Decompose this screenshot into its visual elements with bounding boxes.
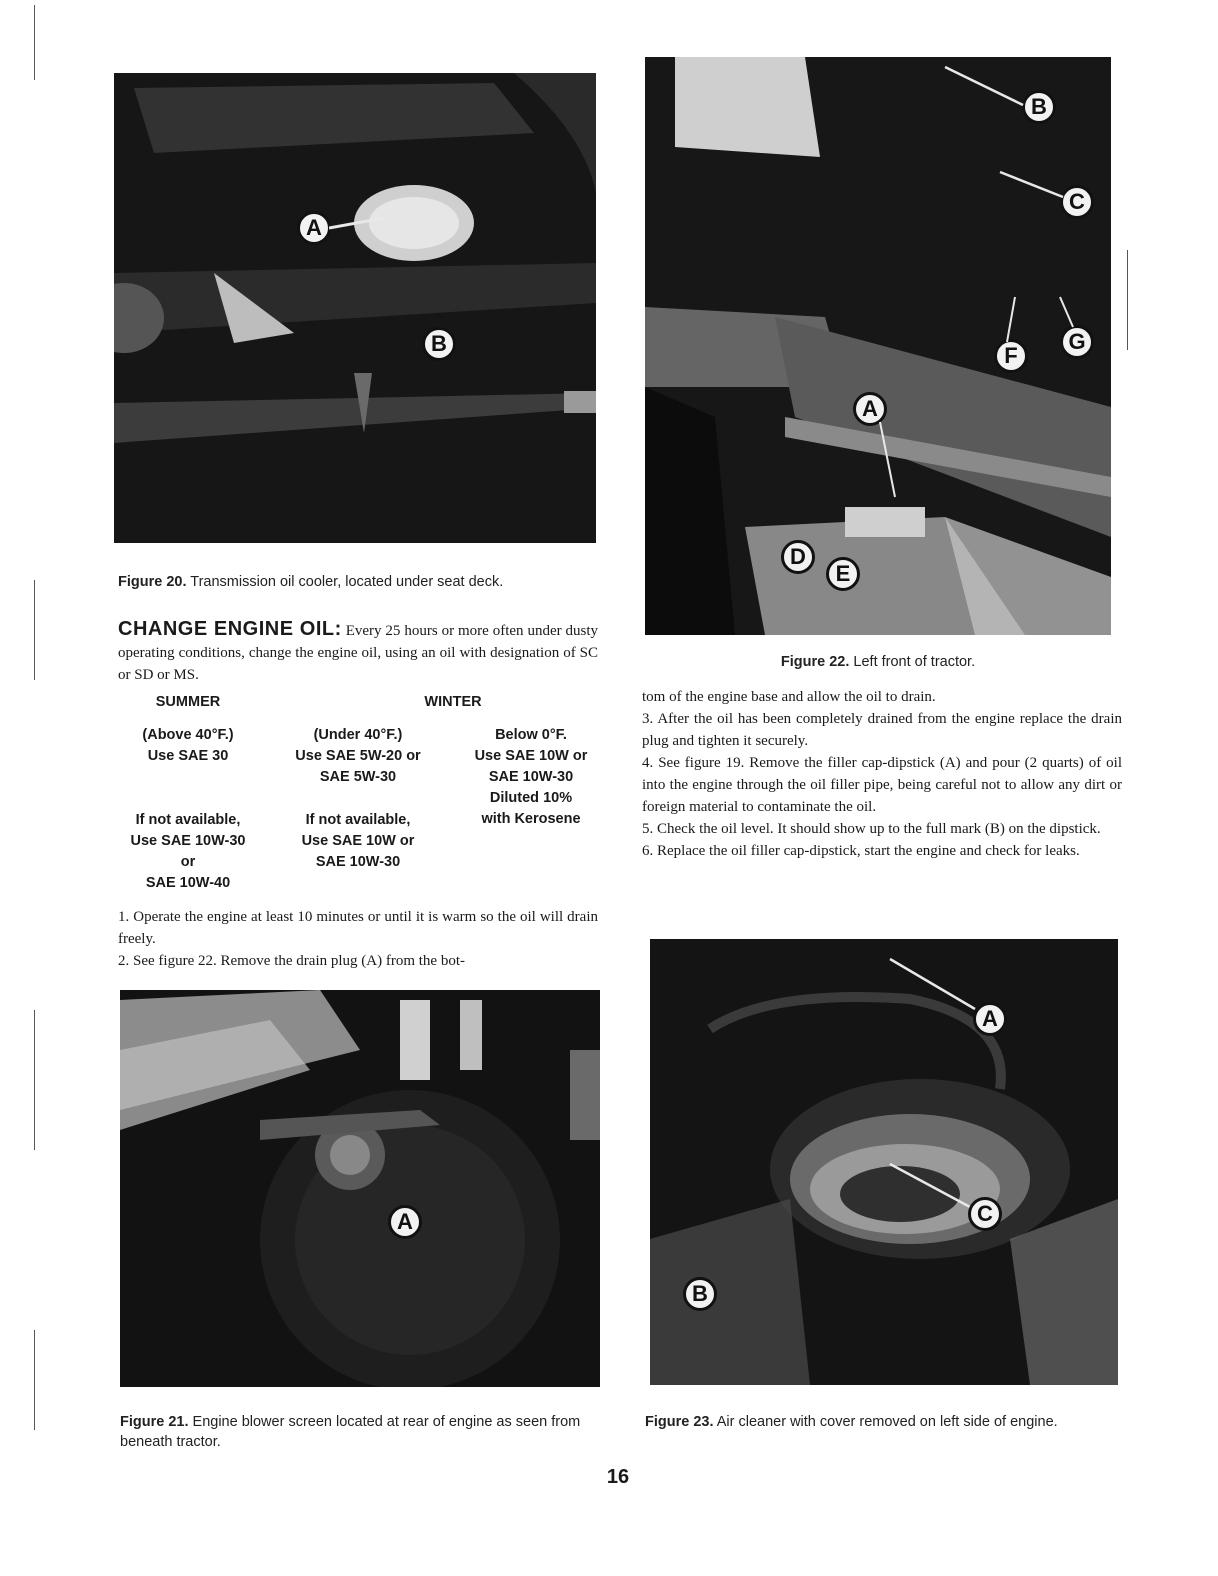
steps-right: [642, 686, 1122, 862]
figure-22-callout-b: B: [1022, 90, 1056, 124]
summer-alt: If not available, Use SAE 10W-30 or SAE 10W-40: [130, 812, 246, 891]
figure-21-caption: [120, 1412, 600, 1452]
figure-23-caption: [645, 1412, 1120, 1432]
figure-21-caption-text: Engine blower screen located at rear of engine as seen from beneath tractor.: [120, 1414, 581, 1450]
step-5: 5. Check the oil level. It should show up to the full mark (B) on the dipstick.: [642, 821, 1101, 837]
winter-alt: If not available, Use SAE 10W or SAE 10W-30: [301, 812, 415, 870]
figure-20-arrow-a: [329, 213, 389, 233]
section-intro: Every 25 hours or more often under dusty operating conditions, change the engine oil, using an oil with designation of SC or SD or MS.: [118, 623, 599, 683]
step-2-continued: tom of the engine base and allow the oil to drain.: [642, 689, 936, 705]
figure-21-caption-label: Figure 21.: [120, 1414, 189, 1430]
page-number: 16: [606, 1466, 630, 1488]
margin-mark: [34, 580, 35, 680]
figure-22-caption: [645, 652, 1111, 672]
winter-primary: (Under 40°F.) Use SAE 5W-20 or SAE 5W-30: [295, 727, 421, 785]
step-6: 6. Replace the oil filler cap-dipstick, start the engine and check for leaks.: [642, 843, 1080, 859]
figure-23-callout-c: C: [968, 1197, 1002, 1231]
figure-23-leader-lines: [650, 939, 1118, 1385]
margin-mark: [1127, 250, 1128, 350]
steps-left: [118, 906, 598, 972]
figure-23-caption-text: Air cleaner with cover removed on left side of engine.: [716, 1414, 1058, 1430]
step-3: 3. After the oil has been completely drained from the engine replace the drain plug and tighten it securely.: [642, 711, 1122, 749]
margin-mark: [34, 5, 35, 80]
step-4: 4. See figure 19. Remove the filler cap-dipstick (A) and pour (2 quarts) of oil into the engine through the oil filler pipe, being careful not to allow any dirt or foreign material to contaminate the oil.: [642, 755, 1122, 815]
margin-mark: [34, 1330, 35, 1430]
figure-22-caption-label: Figure 22.: [780, 654, 850, 670]
figure-23-callout-b: B: [683, 1277, 717, 1311]
figure-22-callout-e: E: [826, 557, 860, 591]
figure-22-caption-text: Left front of tractor.: [853, 654, 976, 670]
figure-22-photo: [645, 57, 1111, 635]
winter-header: WINTER: [424, 694, 482, 710]
change-oil-intro: [118, 618, 598, 686]
figure-20-caption-text: Transmission oil cooler, located under seat deck.: [190, 574, 504, 590]
figure-23-callout-a: A: [973, 1002, 1007, 1036]
figure-22-callout-d: D: [781, 540, 815, 574]
figure-21-callout-a: A: [388, 1205, 422, 1239]
figure-20-photo: [114, 73, 596, 543]
figure-22-callout-a: A: [853, 392, 887, 426]
step-2: 2. See figure 22. Remove the drain plug (A) from the bot-: [118, 953, 465, 969]
margin-mark: [34, 1010, 35, 1150]
figure-22-callout-f: F: [994, 339, 1028, 373]
figure-23-photo: [650, 939, 1118, 1385]
figure-23-caption-label: Figure 23.: [645, 1414, 714, 1430]
below-zero: Below 0°F. Use SAE 10W or SAE 10W-30 Diluted 10% with Kerosene: [474, 727, 588, 827]
summer-primary: (Above 40°F.) Use SAE 30: [142, 727, 234, 764]
figure-20-callout-a: A: [297, 211, 331, 245]
figure-20-caption-label: Figure 20.: [118, 574, 187, 590]
oil-viscosity-table: [118, 692, 608, 902]
section-heading: CHANGE ENGINE OIL:: [118, 618, 342, 640]
figure-22-callout-g: G: [1060, 325, 1094, 359]
step-1: 1. Operate the engine at least 10 minutes or until it is warm so the oil will drain freely.: [118, 909, 598, 947]
figure-20-callout-b: B: [422, 327, 456, 361]
figure-20-caption: [118, 572, 598, 592]
figure-22-callout-c: C: [1060, 185, 1094, 219]
summer-header: SUMMER: [155, 694, 221, 710]
figure-21-photo: [120, 990, 600, 1387]
figure-22-leader-lines: [645, 57, 1111, 635]
